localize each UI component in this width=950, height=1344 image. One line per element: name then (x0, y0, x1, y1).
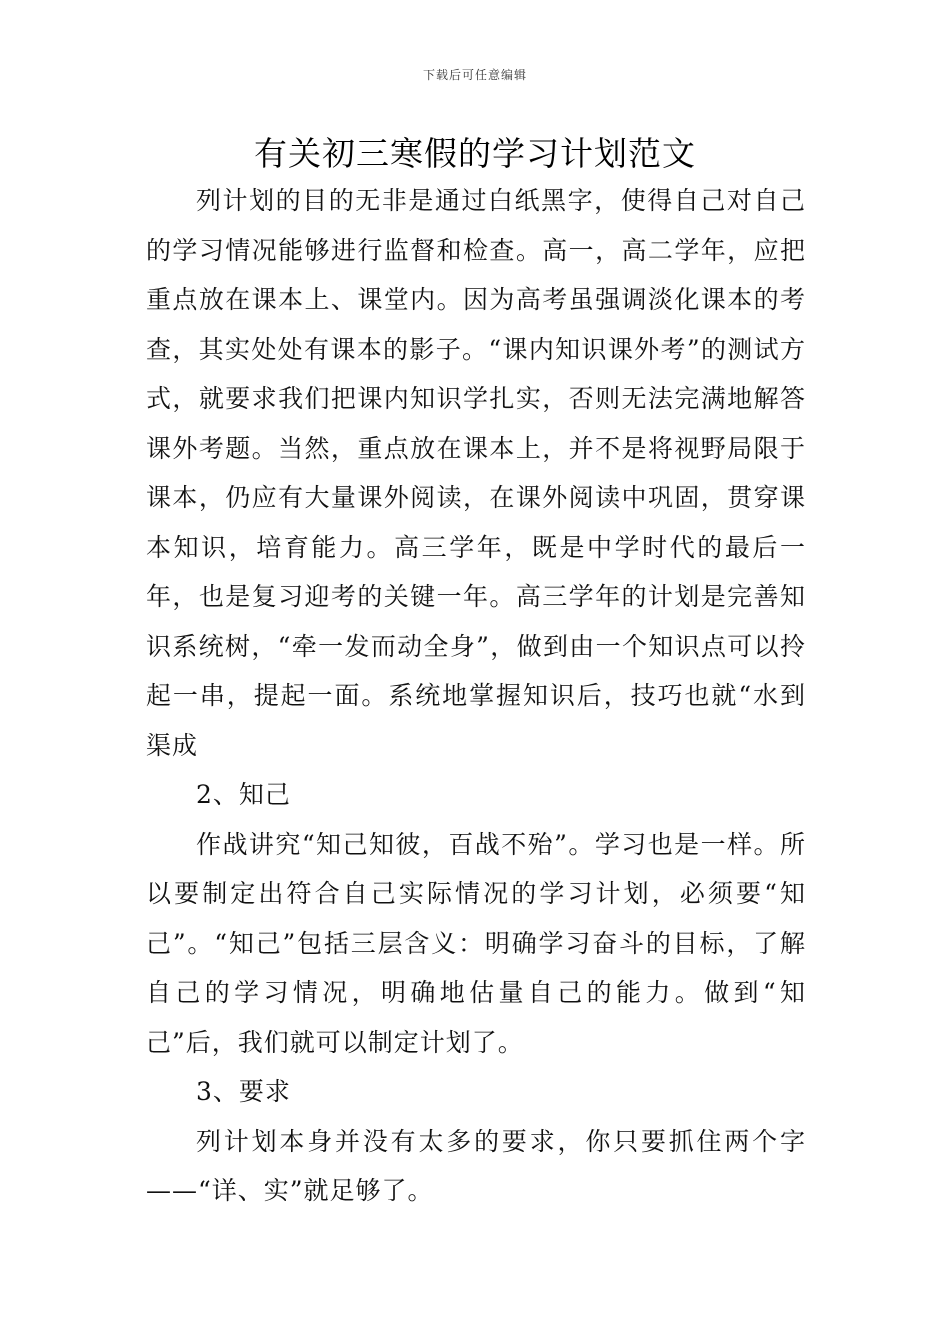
paragraph-requirements: 列计划本身并没有太多的要求，你只要抓住两个字——“详、实”就足够了。 (146, 1126, 806, 1205)
section-heading-requirements: 3、要求 (196, 1077, 291, 1106)
document-title: 有关初三寒假的学习计划范文 (254, 134, 696, 173)
document-body (146, 176, 806, 1216)
paragraph-study-plan-purpose: 列计划的目的无非是通过白纸黑字，使得自己对自己的学习情况能够进行监督和检查。高一，高二学年，应把重点放在课本上、课堂内。因为高考虽强调淡化课本的考查，其实处处有课本的影子。“课内知识课外考”的测试方式，就要求我们把课内知识学扎实，否则无法完满地解答课外考题。当然，重点放在课本上，并不是将视野局限于课本，仍应有大量课外阅读，在课外阅读中巩固，贯穿课本知识，培育能力。高三学年，既是中学时代的最后一年，也是复习迎考的关键一年。高三学年的计划是完善知识系统树，“牵一发而动全身”，做到由一个知识点可以拎起一串，提起一面。系统地掌握知识后，技巧也就“水到渠成 (146, 186, 806, 760)
paragraph-know-yourself: 作战讲究“知己知彼，百战不殆”。学习也是一样。所以要制定出符合自己实际情况的学习计划，必须要“知己”。“知己”包括三层含义：明确学习奋斗的目标，了解自己的学习情况，明确地估量自己的能力。做到“知己”后，我们就可以制定计划了。 (146, 829, 806, 1057)
header-note: 下载后可任意编辑 (422, 68, 527, 82)
section-heading-know-yourself: 2、知己 (196, 780, 291, 809)
